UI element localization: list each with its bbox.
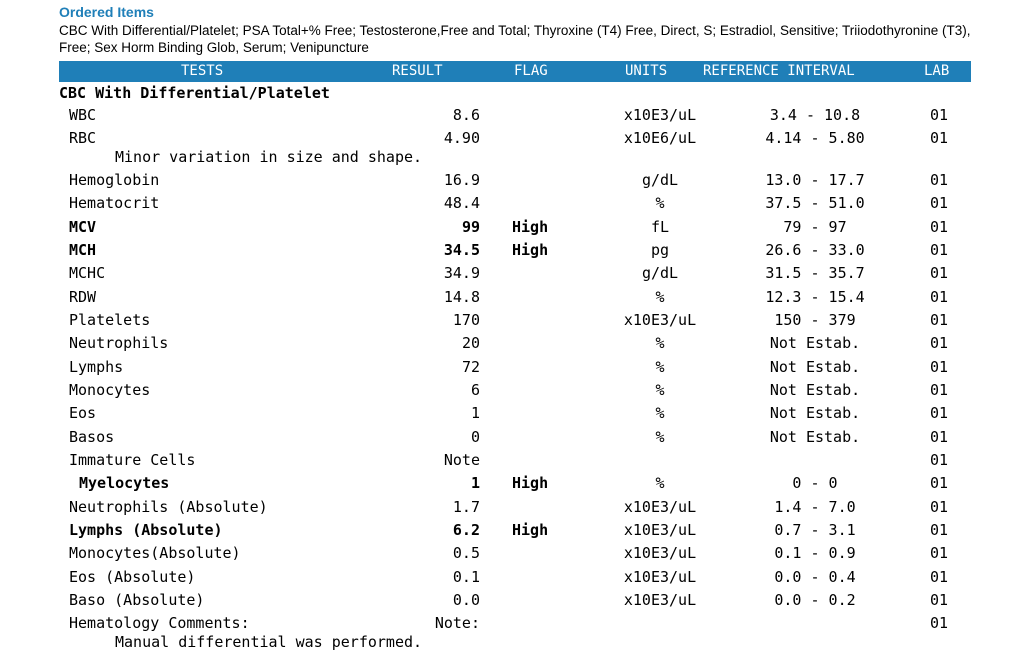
test-reference-interval: 37.5 - 51.0	[765, 194, 865, 212]
test-name: Myelocytes	[79, 474, 170, 492]
test-name: Eos	[69, 404, 97, 422]
table-row	[0, 194, 1028, 216]
table-row	[0, 544, 1028, 566]
test-lab: 01	[930, 568, 949, 586]
test-result: 1	[470, 404, 480, 422]
test-units: %	[655, 474, 665, 492]
test-result: 16.9	[443, 171, 480, 189]
test-reference-interval: 13.0 - 17.7	[765, 171, 865, 189]
test-name: Platelets	[69, 311, 151, 329]
test-result: 6.2	[452, 521, 480, 539]
test-name: Monocytes(Absolute)	[69, 544, 241, 562]
test-units: pg	[650, 241, 670, 259]
test-units: %	[655, 334, 665, 352]
test-reference-interval: 0.0 - 0.2	[774, 591, 856, 609]
test-name: Lymphs (Absolute)	[69, 521, 223, 539]
test-units: x10E3/uL	[623, 544, 697, 562]
test-name: Monocytes	[69, 381, 151, 399]
test-flag: High	[512, 474, 549, 492]
header-units: UNITS	[625, 63, 668, 79]
header-tests: TESTS	[181, 63, 224, 79]
test-lab: 01	[930, 241, 949, 259]
test-name: Eos (Absolute)	[69, 568, 196, 586]
test-lab: 01	[930, 171, 949, 189]
test-result: 8.6	[452, 106, 480, 124]
test-lab: 01	[930, 614, 949, 632]
test-name: Immature Cells	[69, 451, 196, 469]
test-lab: 01	[930, 381, 949, 399]
table-row	[0, 428, 1028, 450]
test-units: %	[655, 381, 665, 399]
test-result: 20	[461, 334, 480, 352]
test-result: Note:	[434, 614, 480, 632]
header-result: RESULT	[392, 63, 443, 79]
test-name: MCV	[69, 218, 97, 236]
test-name: Lymphs	[69, 358, 124, 376]
test-reference-interval: 0.0 - 0.4	[774, 568, 856, 586]
test-units: %	[655, 194, 665, 212]
header-lab: LAB	[924, 63, 950, 79]
test-lab: 01	[930, 544, 949, 562]
test-name: Hemoglobin	[69, 171, 160, 189]
test-result: Note	[443, 451, 480, 469]
table-row	[0, 474, 1028, 496]
test-lab: 01	[930, 498, 949, 516]
test-reference-interval: 4.14 - 5.80	[765, 129, 865, 147]
test-reference-interval: Not Estab.	[769, 358, 861, 376]
test-flag: High	[512, 521, 549, 539]
test-lab: 01	[930, 358, 949, 376]
test-reference-interval: Not Estab.	[769, 334, 861, 352]
test-lab: 01	[930, 106, 949, 124]
test-result: 0	[470, 428, 480, 446]
test-name: MCHC	[69, 264, 106, 282]
test-reference-interval: 1.4 - 7.0	[774, 498, 856, 516]
test-reference-interval: 150 - 379	[774, 311, 856, 329]
test-name: Neutrophils	[69, 334, 169, 352]
test-reference-interval: Not Estab.	[769, 381, 861, 399]
test-lab: 01	[930, 129, 949, 147]
test-reference-interval: 0.1 - 0.9	[774, 544, 856, 562]
test-result: 99	[461, 218, 480, 236]
table-row	[0, 241, 1028, 263]
table-row	[0, 521, 1028, 543]
test-name: Hematocrit	[69, 194, 160, 212]
table-row	[0, 498, 1028, 520]
test-result: 48.4	[443, 194, 480, 212]
test-reference-interval: 79 - 97	[783, 218, 847, 236]
test-reference-interval: 31.5 - 35.7	[765, 264, 865, 282]
test-units: x10E3/uL	[623, 498, 697, 516]
ordered-items-title: Ordered Items	[59, 4, 154, 20]
table-row	[0, 311, 1028, 333]
ordered-items-text: CBC With Differential/Platelet; PSA Total+% Free; Testosterone,Free and Total; Thyroxine (T4) Free, Direct, S; Estradiol, Sensitive; Triiodothyronine (T3), Free; Sex Horm Binding Glob, Serum; Venipuncture	[59, 23, 971, 55]
test-units: %	[655, 358, 665, 376]
test-lab: 01	[930, 521, 949, 539]
test-units: x10E3/uL	[623, 591, 697, 609]
test-units: %	[655, 428, 665, 446]
test-result: 72	[461, 358, 480, 376]
test-lab: 01	[930, 334, 949, 352]
test-result: 0.5	[452, 544, 480, 562]
section-title: CBC With Differential/Platelet	[59, 84, 330, 102]
test-name: MCH	[69, 241, 97, 259]
test-name: Hematology Comments:	[69, 614, 250, 632]
table-row	[0, 591, 1028, 613]
test-name: Basos	[69, 428, 115, 446]
test-lab: 01	[930, 591, 949, 609]
test-units: %	[655, 404, 665, 422]
test-reference-interval: Not Estab.	[769, 428, 861, 446]
test-name: Neutrophils (Absolute)	[69, 498, 268, 516]
test-units: fL	[650, 218, 670, 236]
test-units: x10E3/uL	[623, 521, 697, 539]
test-units: g/dL	[641, 264, 679, 282]
test-flag: High	[512, 241, 549, 259]
test-name: WBC	[69, 106, 97, 124]
test-reference-interval: 3.4 - 10.8	[769, 106, 861, 124]
test-reference-interval: 26.6 - 33.0	[765, 241, 865, 259]
test-reference-interval: 12.3 - 15.4	[765, 288, 865, 306]
test-reference-interval: 0.7 - 3.1	[774, 521, 856, 539]
test-lab: 01	[930, 474, 949, 492]
table-row	[0, 171, 1028, 193]
results-table-header	[59, 61, 971, 82]
test-result: 170	[452, 311, 480, 329]
table-row	[0, 358, 1028, 380]
table-row	[0, 334, 1028, 356]
test-reference-interval: Not Estab.	[769, 404, 861, 422]
test-name: RDW	[69, 288, 97, 306]
test-name: Baso (Absolute)	[69, 591, 205, 609]
table-row	[0, 451, 1028, 473]
test-result: 34.5	[443, 241, 480, 259]
test-reference-interval: 0 - 0	[792, 474, 838, 492]
test-result: 0.0	[452, 591, 480, 609]
test-lab: 01	[930, 218, 949, 236]
test-lab: 01	[930, 428, 949, 446]
test-result: 0.1	[452, 568, 480, 586]
test-name: RBC	[69, 129, 97, 147]
test-result: 4.90	[443, 129, 480, 147]
test-lab: 01	[930, 194, 949, 212]
test-units: g/dL	[641, 171, 679, 189]
test-lab: 01	[930, 264, 949, 282]
test-lab: 01	[930, 451, 949, 469]
test-result: 6	[470, 381, 480, 399]
test-result: 34.9	[443, 264, 480, 282]
test-units: x10E3/uL	[623, 106, 697, 124]
test-units: x10E3/uL	[623, 568, 697, 586]
header-reference-interval: REFERENCE INTERVAL	[703, 63, 855, 79]
hematology-note: Manual differential was performed.	[115, 633, 423, 651]
test-lab: 01	[930, 288, 949, 306]
table-row	[0, 288, 1028, 310]
table-row	[0, 106, 1028, 128]
test-flag: High	[512, 218, 549, 236]
table-row	[0, 404, 1028, 426]
table-row	[0, 381, 1028, 403]
test-lab: 01	[930, 404, 949, 422]
test-result: 14.8	[443, 288, 480, 306]
test-result: 1	[470, 474, 480, 492]
test-lab: 01	[930, 311, 949, 329]
test-units: x10E6/uL	[623, 129, 697, 147]
table-row	[0, 568, 1028, 590]
test-units: %	[655, 288, 665, 306]
header-flag: FLAG	[514, 63, 548, 79]
rbc-note: Minor variation in size and shape.	[115, 148, 423, 166]
table-row	[0, 218, 1028, 240]
test-units: x10E3/uL	[623, 311, 697, 329]
test-result: 1.7	[452, 498, 480, 516]
table-row	[0, 264, 1028, 286]
